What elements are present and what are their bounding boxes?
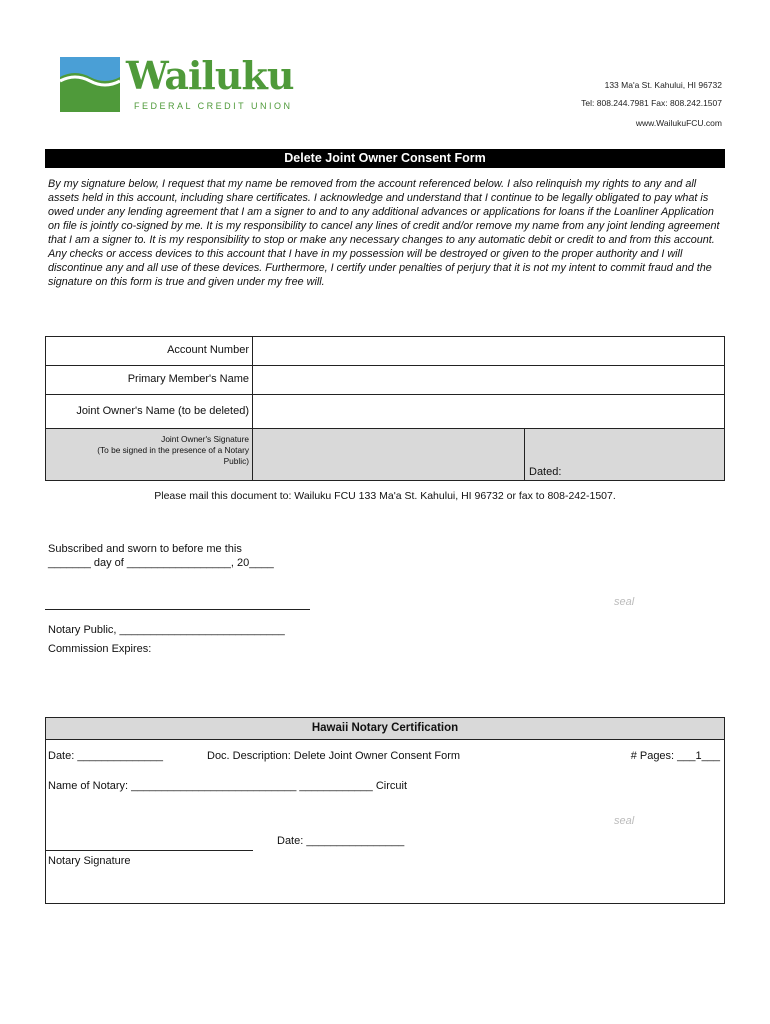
certification-title: Hawaii Notary Certification [46,718,724,740]
account-number-row [46,337,724,366]
member-table [45,336,725,481]
cert-date-field[interactable]: Date: ______________ [48,750,163,762]
primary-member-row [46,366,724,395]
mail-instructions: Please mail this document to: Wailuku FCU 133 Ma'a St. Kahului, HI 96732 or fax to 808-242-1507. [154,490,616,502]
signature-field[interactable] [254,429,524,480]
joint-owner-row [46,395,724,429]
cert-doc-description: Doc. Description: Delete Joint Owner Consent Form [207,750,461,762]
notary-seal-placeholder: seal [614,596,635,608]
sworn-line-1: Subscribed and sworn to before me this [48,543,242,555]
phone-fax: Tel: 808.244.7981 Fax: 808.242.1507 [581,98,722,108]
consent-paragraph: By my signature below, I request that my name be removed from the account referenced below. I also relinquish my rights to any and all assets held in this account, including share certificates. I acknowledge and understand that I continue to be legally obligated to pay what is owed under any lending agreement that I am a signer to and to any additional advances or applications for loans if the Loanliner Application on file is jointly co-signed by me. It is my responsibility to cancel any lines of credit and/or remove my name from any joint lending agreement that I am a signer to. It is my responsibility to stop or make any necessary changes to any automatic debit or credit to and from this account. Any checks or access devices to this account that I have in my possession will be destroyed or given to the proper authority and I will discontinue any and all use of these devices. Furthermore, I certify under penalties of perjury that it is not my intent to commit fraud and the signature on this form is true and given under my free will. [48,178,720,288]
cert-date-2[interactable]: Date: ________________ [277,835,405,847]
primary-member-label: Primary Member's Name [46,366,253,394]
cert-name-of-notary[interactable]: Name of Notary: ___________________________ ____________ Circuit [48,780,408,792]
brand-name: Wailuku [126,53,294,98]
commission-expires: Commission Expires: [48,643,152,655]
website-link[interactable]: www.WailukuFCU.com [635,118,722,128]
address: 133 Ma'a St. Kahului, HI 96732 [604,80,722,90]
form-title: Delete Joint Owner Consent Form [45,149,725,168]
cert-seal-placeholder: seal [614,815,635,827]
cert-right-edge [724,739,725,903]
signature-label-line1: Joint Owner's Signature [161,434,249,444]
signature-row [46,429,724,480]
cert-pages[interactable]: # Pages: ___1___ [630,750,720,762]
cert-signature-line[interactable] [46,850,253,851]
signature-divider [524,429,525,480]
signature-label-line2: (To be signed in the presence of a Notary [97,445,249,455]
joint-owner-label: Joint Owner's Name (to be deleted) [46,395,253,428]
signature-label [46,429,253,480]
cert-notary-signature-label: Notary Signature [48,855,131,867]
brand-subtitle: FEDERAL CREDIT UNION [134,101,293,111]
hawaii-certification-box [45,717,725,904]
joint-owner-field[interactable] [254,395,724,428]
wailuku-logo [60,55,300,115]
sworn-line-2: _______ day of _________________, 20____ [48,557,274,569]
signature-label-line3: Public) [223,456,249,466]
account-number-field[interactable] [254,337,724,365]
notary-signature-line [45,609,310,610]
primary-member-field[interactable] [254,366,724,394]
account-number-label: Account Number [46,337,253,365]
dated-label: Dated: [529,466,562,478]
notary-public-line: Notary Public, ___________________________ [48,624,285,636]
